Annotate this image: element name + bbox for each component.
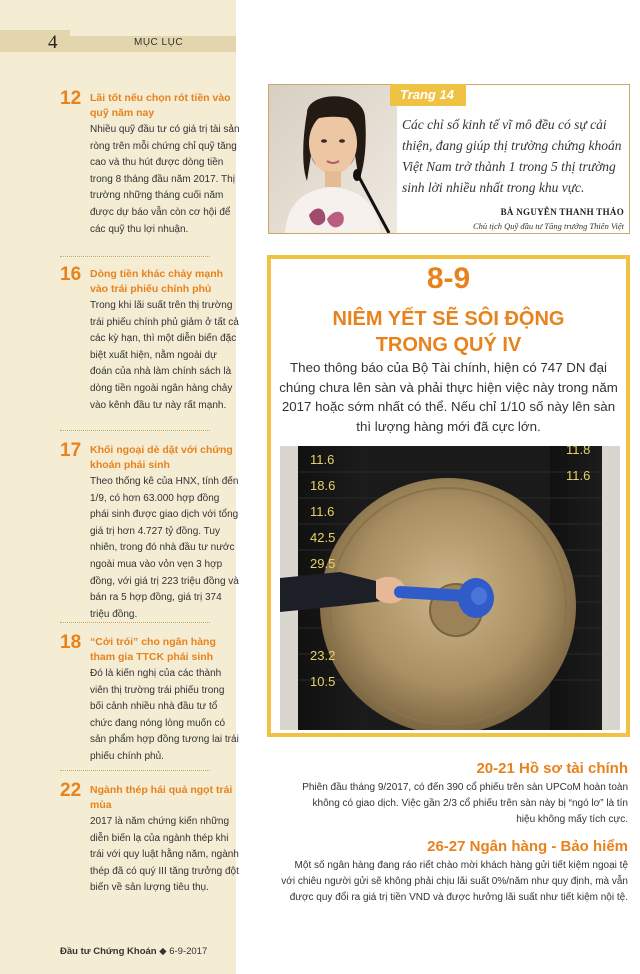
bottom-item-number: 26-27 (427, 838, 466, 855)
toc-divider (60, 256, 210, 257)
toc-page-number: 22 (60, 780, 82, 801)
text-line: với chiêu người gửi sẽ không phải chịu lãi suất 0%/năm như quy định, mà vẫn (281, 876, 628, 887)
toc-title: Ngành thép hái quả ngọt trái mùa (90, 784, 233, 811)
toc-page-number: 16 (60, 264, 82, 285)
board-number: 11.6 (566, 468, 591, 483)
toc-title: “Cởi trói” cho ngân hàng tham gia TTCK phái sinh (90, 636, 216, 663)
bottom-item-title: Hồ sơ tài chính (518, 760, 628, 777)
diamond-icon: ◆ (159, 946, 167, 957)
board-number: 10.5 (310, 674, 336, 689)
gong-photo (280, 446, 620, 730)
toc-divider (60, 770, 210, 771)
toc-page-number: 18 (60, 632, 82, 653)
footer-brand: Đầu tư Chứng Khoán (60, 946, 157, 957)
bottom-item-text (250, 780, 628, 828)
board-number: 42.5 (310, 530, 336, 545)
footer-date: 6-9-2017 (169, 946, 208, 957)
toc-title: Lãi tốt nếu chọn rót tiền vào quỹ năm nay (90, 92, 231, 119)
portrait-photo (269, 85, 397, 233)
text-line: được quy đổi ra giá trị tiền VND và được hưởng lãi suất như tiết kiệm nội tệ. (289, 892, 628, 903)
text-line: Một số ngân hàng đang ráo riết chào mời khách hàng gửi tiết kiệm ngoại tệ (294, 860, 628, 871)
board-number: 29.5 (310, 556, 336, 571)
toc-page-number: 12 (60, 88, 82, 109)
quote-author-name: BÀ NGUYỄN THANH THẢO (500, 207, 624, 217)
text-line: không có giao dịch. Việc gần 2/3 cổ phiếu trên sàn này bị “ngó lơ” là tín (312, 798, 628, 809)
toc-title: Dòng tiền khác chảy mạnh vào trái phiếu chính phủ (90, 268, 224, 295)
toc-divider (60, 622, 210, 623)
toc-description: Nhiều quỹ đầu tư có giá trị tài sản ròng trên mỗi chứng chỉ quỹ tăng cao và thu hút được dòng tiền trong 8 tháng đầu năm 2017. Thị trường những tháng cuối năm được dự báo vẫn còn cơ hội để các quỹ thu lợi nhuận. (90, 124, 240, 235)
bottom-item-heading (250, 838, 628, 855)
toc-divider (60, 430, 210, 431)
feature-body: Theo thông báo của Bộ Tài chính, hiện có 747 DN đại chúng chưa lên sàn và phải thực hiện việc này trong năm 2017 hoặc sớm nhất có thể. Nếu chỉ 1/10 số này lên sàn thì lượng hàng mới đã cực lớn. (279, 360, 618, 434)
bottom-item-heading (250, 760, 628, 777)
board-number: 11.6 (310, 452, 335, 467)
footer (60, 946, 207, 957)
quote-page-tag[interactable]: Trang 14 (390, 84, 466, 106)
toc-description: Theo thống kê của HNX, tính đến 1/9, có hơn 63.000 hợp đồng phái sinh được giao dịch với tổng giá trị hơn 4.727 tỷ đồng. Tuy nhiên, trong đó nhà đầu tư nước ngoài mua vào vỏn vẹn 3 hợp đồng, với giá trị 223 triệu đồng và bán ra 5 hợp đồng, giá trị 374 triệu đồng. (90, 476, 239, 620)
feature-date: 8-9 (426, 262, 471, 295)
toc-page-number: 17 (60, 440, 82, 461)
feature-title-line1: NIÊM YẾT SẼ SÔI ĐỘNG (332, 308, 565, 330)
gong-image (280, 446, 620, 730)
board-number: 11.8 (566, 446, 591, 457)
toc-description: 2017 là năm chứng kiến những diễn biến lạ của ngành thép khi trái với quy luật hằng năm, ngành thép đã có quý III tăng trưởng đột biến về sản lượng tiêu thụ. (90, 816, 239, 894)
bottom-item-text (238, 858, 628, 906)
woman-portrait-image (269, 85, 397, 233)
bottom-item-title: Ngân hàng - Bảo hiểm (469, 838, 628, 855)
toc-description: Trong khi lãi suất trên thị trường trái phiếu chính phủ giảm ở tất cả các kỳ hạn, thì một diễn biến đặc biệt xuất hiện, nằm ngoài dự đoán của nhà làm chính sách là dòng tiền ngoài ngân hàng chảy vào kênh đầu tư này rất mạnh. (90, 300, 239, 411)
toc-description: Đó là kiến nghị của các thành viên thị trường trái phiếu trong bối cảnh nhiều nhà đầu tư tổ chức đang nóng lòng muốn có sản phẩm hợp đồng tương lai trái phiếu chính phủ. (90, 668, 239, 762)
header-tab (0, 30, 70, 52)
section-title: MỤC LỤC (134, 37, 184, 48)
quote-author-role: Chủ tịch Quỹ đầu tư Tăng trưởng Thiên Việt (472, 221, 624, 231)
toc-title: Khối ngoại dè dặt với chứng khoán phái sinh (90, 444, 233, 471)
board-number: 11.6 (310, 504, 335, 519)
bottom-item-number: 20-21 (476, 760, 515, 777)
page-number: 4 (48, 32, 58, 53)
board-number: 18.6 (310, 478, 336, 493)
feature-title-line2: TRONG QUÝ IV (375, 334, 522, 356)
feature-title[interactable] (267, 306, 630, 358)
board-number: 23.2 (310, 648, 336, 663)
quote-text: Các chỉ số kinh tế vĩ mô đều có sự cải thiện, đang giúp thị trường chứng khoán Việt Nam trở thành 1 trong 5 thị trường sinh lời nhiều nhất trong khu vực. (402, 117, 622, 195)
text-line: hiệu không mấy tích cực. (516, 814, 628, 825)
text-line: Phiên đầu tháng 9/2017, có đến 390 cổ phiếu trên sàn UPCoM hoàn toàn (302, 782, 628, 793)
header-bar (0, 30, 640, 52)
